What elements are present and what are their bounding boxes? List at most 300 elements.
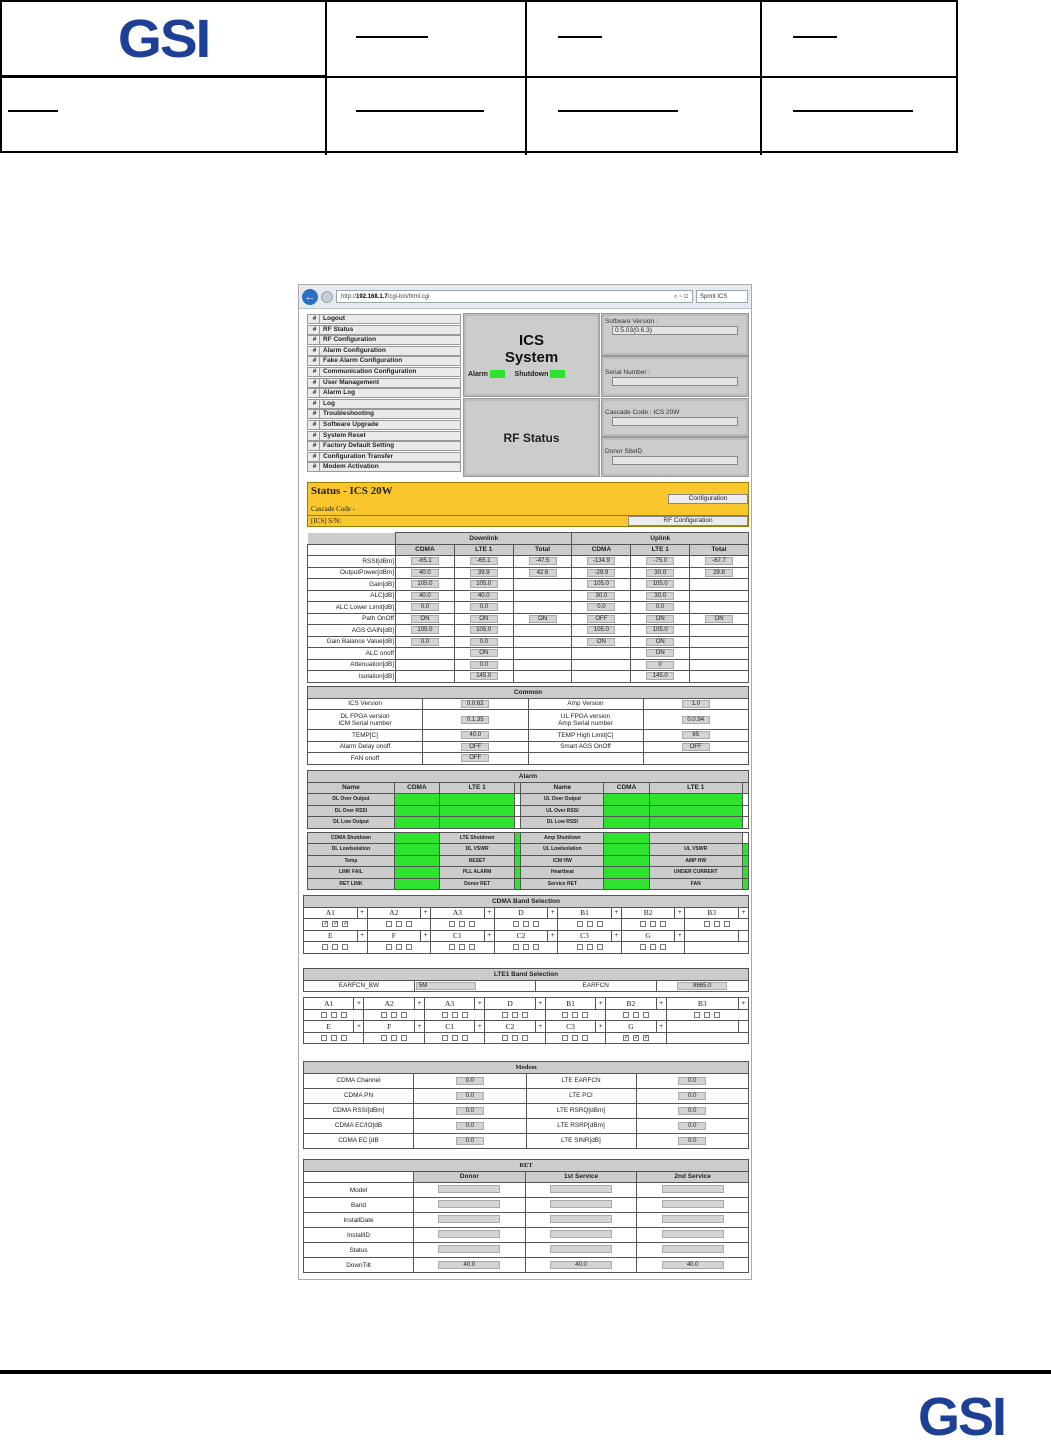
value-box[interactable]	[550, 1245, 612, 1253]
band-label: C2	[494, 930, 548, 942]
checkbox[interactable]	[714, 1012, 720, 1018]
plus-icon[interactable]: +	[596, 998, 606, 1010]
table-row	[304, 1258, 749, 1273]
cell	[690, 602, 749, 614]
checkbox-group	[494, 942, 558, 954]
table-row	[308, 710, 749, 730]
plus-icon[interactable]: +	[475, 998, 485, 1010]
value-box[interactable]: -47.5	[529, 557, 557, 565]
checkbox[interactable]	[577, 921, 583, 927]
checkbox[interactable]	[502, 1035, 508, 1041]
table-row	[308, 698, 749, 710]
checkbox[interactable]	[452, 1012, 458, 1018]
checkbox[interactable]	[513, 944, 519, 950]
cell	[525, 1183, 637, 1198]
value-box[interactable]: 30.0	[646, 569, 674, 577]
value-box[interactable]	[550, 1200, 612, 1208]
cell	[631, 590, 690, 602]
checkbox-group	[367, 919, 431, 931]
configuration-button[interactable]: Configuration	[668, 494, 748, 504]
checkbox[interactable]	[587, 944, 593, 950]
value-box[interactable]: 30.0	[646, 592, 674, 600]
plus-icon[interactable]: +	[548, 907, 558, 919]
cell	[690, 590, 749, 602]
nav-item[interactable]	[307, 346, 461, 356]
value-box[interactable]	[662, 1245, 724, 1253]
value-box[interactable]: 0	[646, 661, 674, 669]
cell	[454, 579, 513, 591]
checkbox[interactable]	[452, 1035, 458, 1041]
checkbox[interactable]	[513, 921, 519, 927]
checkbox[interactable]	[342, 944, 348, 950]
value-box[interactable]: -75.0	[646, 557, 674, 565]
column-header: LTE 1	[454, 544, 513, 556]
cell	[454, 636, 513, 648]
value-box[interactable]: ON	[529, 615, 557, 623]
checkbox[interactable]	[391, 1012, 397, 1018]
value-box[interactable]: 0.0	[411, 638, 439, 646]
value-box[interactable]: ON	[411, 615, 439, 623]
checkbox[interactable]	[650, 944, 656, 950]
checkbox[interactable]	[332, 944, 338, 950]
checkbox[interactable]	[381, 1035, 387, 1041]
hash-icon: #	[310, 463, 320, 471]
value-box[interactable]: 30.0	[587, 592, 615, 600]
cell	[631, 659, 690, 671]
checkbox[interactable]	[572, 1012, 578, 1018]
value-box[interactable]: 40.0	[438, 1261, 500, 1269]
cell	[396, 625, 455, 637]
cell	[414, 1073, 527, 1088]
plus-icon[interactable]: +	[357, 907, 367, 919]
checkbox[interactable]	[386, 921, 392, 927]
checkbox[interactable]	[623, 1012, 629, 1018]
value-box[interactable]: 40.0	[470, 592, 498, 600]
table-row	[308, 805, 749, 817]
alarm-indicator	[394, 817, 439, 829]
row-label: OutputPower[dBm]	[308, 567, 396, 579]
checkbox[interactable]: ✓	[643, 1034, 649, 1041]
value-box[interactable]	[662, 1200, 724, 1208]
nav-item[interactable]	[307, 388, 461, 398]
checkbox[interactable]	[341, 1035, 347, 1041]
value-box[interactable]	[438, 1245, 500, 1253]
checkbox[interactable]	[391, 1035, 397, 1041]
checkbox[interactable]	[523, 944, 529, 950]
value-box[interactable]: 105.0	[646, 580, 674, 588]
alarm-name: Temp	[308, 855, 395, 867]
plus-icon[interactable]: +	[484, 930, 494, 942]
nav-item[interactable]	[307, 441, 461, 451]
checkbox[interactable]	[406, 921, 412, 927]
value-box[interactable]: ON	[470, 649, 498, 657]
value-box[interactable]: ON	[705, 615, 733, 623]
rf-table-section	[307, 532, 749, 683]
nav-item[interactable]	[307, 325, 461, 335]
nav-item[interactable]	[307, 452, 461, 462]
nav-item[interactable]	[307, 367, 461, 377]
checkbox[interactable]	[587, 921, 593, 927]
value-box[interactable]: 1.0	[682, 700, 710, 708]
column-header: LTE 1	[439, 782, 514, 794]
checkbox[interactable]	[512, 1012, 518, 1018]
plus-icon[interactable]: +	[357, 930, 367, 942]
value-box[interactable]: -65.1	[470, 557, 498, 565]
plus-icon[interactable]: +	[535, 998, 545, 1010]
value-box[interactable]: 145.0	[646, 672, 674, 680]
forward-icon[interactable]	[321, 291, 333, 303]
checkbox[interactable]	[522, 1012, 528, 1018]
status-sn: [ICS] S/N:	[308, 515, 748, 526]
value-box[interactable]	[438, 1215, 500, 1223]
value-box[interactable]: ON	[646, 638, 674, 646]
cell	[423, 730, 529, 742]
checkbox[interactable]	[640, 921, 646, 927]
lte-band-section	[303, 968, 749, 1044]
checkbox[interactable]: ✓	[623, 1034, 629, 1041]
cell	[414, 1118, 527, 1133]
band-label: F	[364, 1021, 414, 1033]
cell	[631, 625, 690, 637]
checkbox[interactable]	[562, 1035, 568, 1041]
checkbox[interactable]	[396, 921, 402, 927]
plus-icon[interactable]: +	[354, 998, 364, 1010]
address-bar[interactable]: http://192.168.1.7/cgi-bin/html.cgi ⌕ ~ ⊡	[336, 290, 693, 303]
plus-icon[interactable]: +	[656, 998, 666, 1010]
plus-icon[interactable]: +	[611, 907, 621, 919]
checkbox[interactable]: ✓	[343, 921, 349, 928]
cell	[396, 567, 455, 579]
value-box[interactable]	[438, 1200, 500, 1208]
alarm-name: UNDER CURRENT	[649, 867, 742, 879]
cell	[454, 613, 513, 625]
plus-icon[interactable]: +	[421, 907, 431, 919]
alarm-name: Amp Shutdown	[521, 832, 604, 844]
checkbox[interactable]	[724, 921, 730, 927]
value-box[interactable]: 0.0	[411, 603, 439, 611]
row-label: DownTilt	[304, 1258, 414, 1273]
value-box[interactable]: 0.0	[678, 1107, 706, 1115]
value-box[interactable]: 29.8	[705, 569, 733, 577]
band-header: CDMA Band Selection	[304, 896, 749, 908]
band-checkbox-row	[304, 1009, 749, 1021]
cell	[396, 556, 455, 568]
cell	[637, 1258, 749, 1273]
checkbox-group	[431, 942, 495, 954]
value-box[interactable]: 0.0	[678, 1137, 706, 1145]
checkbox[interactable]	[597, 944, 603, 950]
plus-icon[interactable]: +	[739, 907, 749, 919]
nav-item[interactable]	[307, 314, 461, 324]
value-box[interactable]: 0.0	[456, 1137, 484, 1145]
value-box[interactable]: 0.0	[470, 661, 498, 669]
nav-item[interactable]	[307, 431, 461, 441]
cell	[454, 556, 513, 568]
cell	[636, 1118, 749, 1133]
checkbox[interactable]	[331, 1012, 337, 1018]
nav-item[interactable]	[307, 462, 461, 472]
plus-icon[interactable]: +	[656, 1021, 666, 1033]
value-box[interactable]: 145.0	[470, 672, 498, 680]
alarm-name: DL Over RSSI	[308, 805, 395, 817]
value-box[interactable]: 105.0	[587, 626, 615, 634]
checkbox[interactable]	[512, 1035, 518, 1041]
checkbox[interactable]	[459, 944, 465, 950]
plus-icon[interactable]: +	[611, 930, 621, 942]
value-box[interactable]	[662, 1230, 724, 1238]
row-label: Model	[304, 1183, 414, 1198]
value-box[interactable]: 40.0	[461, 731, 489, 739]
value-box[interactable]: 0.0	[470, 638, 498, 646]
alarm-indicator	[742, 878, 748, 890]
value-box[interactable]: 105.0	[587, 580, 615, 588]
cell	[572, 590, 631, 602]
checkbox[interactable]	[406, 944, 412, 950]
checkbox[interactable]	[341, 1012, 347, 1018]
checkbox[interactable]	[643, 1012, 649, 1018]
nav-item[interactable]	[307, 399, 461, 409]
checkbox[interactable]	[502, 1012, 508, 1018]
value-box[interactable]: -29.9	[587, 569, 615, 577]
plus-icon[interactable]: +	[675, 930, 685, 942]
cell	[513, 659, 572, 671]
checkbox[interactable]	[660, 921, 666, 927]
value-box[interactable]: 0.0	[470, 603, 498, 611]
checkbox[interactable]	[523, 921, 529, 927]
back-icon[interactable]: ←	[302, 289, 318, 305]
value-box[interactable]	[662, 1185, 724, 1193]
value-box[interactable]: 40.0	[550, 1261, 612, 1269]
checkbox[interactable]: ✓	[323, 921, 329, 928]
value-box[interactable]: OFF	[682, 743, 710, 751]
value-box[interactable]	[438, 1230, 500, 1238]
nav-item-label: Software Upgrade	[323, 420, 379, 428]
value-box[interactable]: 39.9	[470, 569, 498, 577]
value-box[interactable]: 0.0	[456, 1122, 484, 1130]
value-box[interactable]: 0.0	[678, 1077, 706, 1085]
value-box[interactable]: -65.1	[411, 557, 439, 565]
value-box[interactable]: 42.6	[529, 569, 557, 577]
row-label: ICS Version	[308, 698, 423, 710]
cell	[396, 648, 455, 660]
plus-icon[interactable]: +	[548, 930, 558, 942]
plus-icon[interactable]: +	[414, 1021, 424, 1033]
nav-item[interactable]	[307, 335, 461, 345]
alarm-indicator	[649, 794, 742, 806]
nav-item-label: Communication Configuration	[323, 367, 417, 375]
checkbox-group	[621, 942, 685, 954]
band-header: LTE1 Band Selection	[304, 969, 749, 981]
checkbox[interactable]: ✓	[633, 1034, 639, 1041]
cell	[631, 636, 690, 648]
value-box[interactable]: 0.0	[456, 1077, 484, 1085]
cell	[572, 636, 631, 648]
value-box[interactable]: -134.9	[587, 557, 615, 565]
rf-configuration-button[interactable]: RF Configuration	[628, 516, 748, 526]
cell	[414, 1258, 526, 1273]
checkbox[interactable]	[650, 921, 656, 927]
value-box[interactable]: 40.0	[411, 592, 439, 600]
value-box[interactable]: 105.0	[646, 626, 674, 634]
system-box	[464, 314, 599, 396]
checkbox[interactable]	[469, 921, 475, 927]
plus-icon[interactable]: +	[484, 907, 494, 919]
cell	[423, 753, 529, 765]
checkbox[interactable]	[582, 1012, 588, 1018]
checkbox[interactable]	[462, 1012, 468, 1018]
value-box[interactable]: 0.0.94	[682, 716, 710, 724]
value-box[interactable]: 105.0	[411, 626, 439, 634]
value-box[interactable]: 0.1.35	[461, 716, 489, 724]
cell	[513, 625, 572, 637]
alarm-name: DL Over Output	[308, 794, 395, 806]
checkbox[interactable]	[401, 1012, 407, 1018]
value-box[interactable]: OFF	[461, 754, 489, 762]
value-box[interactable]: 40.0	[411, 569, 439, 577]
value-box[interactable]: ON	[646, 649, 674, 657]
checkbox[interactable]	[597, 921, 603, 927]
alarm-name: DL Low RSSI	[521, 817, 604, 829]
plus-icon[interactable]: +	[675, 907, 685, 919]
cell	[396, 613, 455, 625]
checkbox[interactable]	[469, 944, 475, 950]
cell	[513, 579, 572, 591]
earfcn-bw-label: EARFCN_BW	[304, 980, 415, 992]
checkbox[interactable]	[442, 1012, 448, 1018]
sw-label: Software Version :	[605, 318, 658, 325]
checkbox[interactable]	[640, 944, 646, 950]
checkbox[interactable]	[694, 1012, 700, 1018]
checkbox[interactable]	[331, 1035, 337, 1041]
common-section	[307, 686, 749, 765]
value-box[interactable]: 0.0	[456, 1092, 484, 1100]
plus-icon[interactable]: +	[739, 998, 749, 1010]
value-box[interactable]: 105.0	[470, 580, 498, 588]
checkbox[interactable]	[704, 921, 710, 927]
cell	[637, 1243, 749, 1258]
table-row	[308, 794, 749, 806]
value-box[interactable]: ON	[470, 615, 498, 623]
shutdown-indicator	[550, 370, 565, 378]
value-box[interactable]: 0.0	[678, 1122, 706, 1130]
value-box[interactable]: 0.0	[646, 603, 674, 611]
plus-icon[interactable]: +	[414, 998, 424, 1010]
cell	[742, 805, 748, 817]
header-field-line	[558, 36, 602, 38]
plus-icon[interactable]: +	[354, 1021, 364, 1033]
value-box[interactable]	[438, 1185, 500, 1193]
value-box[interactable]: -67.7	[705, 557, 733, 565]
rf-status-title: RF Status	[503, 431, 560, 445]
cascade-value	[612, 417, 738, 426]
value-box[interactable]: ON	[587, 638, 615, 646]
checkbox[interactable]	[462, 1035, 468, 1041]
band-label: A2	[367, 907, 421, 919]
checkbox[interactable]	[714, 921, 720, 927]
checkbox[interactable]	[533, 944, 539, 950]
checkbox[interactable]	[401, 1035, 407, 1041]
row-label: DL FPGA version ICM Serial number	[308, 710, 423, 730]
checkbox[interactable]	[322, 944, 328, 950]
value-box[interactable]: 0.0.62	[461, 700, 489, 708]
checkbox[interactable]	[449, 921, 455, 927]
checkbox[interactable]	[321, 1012, 327, 1018]
cell	[454, 567, 513, 579]
plus-icon[interactable]: +	[421, 930, 431, 942]
value-box[interactable]: 0.0	[678, 1092, 706, 1100]
checkbox[interactable]	[533, 921, 539, 927]
value-box[interactable]: 40.0	[662, 1261, 724, 1269]
hash-icon: #	[310, 379, 320, 387]
plus-icon[interactable]: +	[475, 1021, 485, 1033]
cell	[414, 1133, 527, 1148]
nav-item[interactable]	[307, 409, 461, 419]
value-box[interactable]	[550, 1185, 612, 1193]
checkbox[interactable]	[321, 1035, 327, 1041]
value-box[interactable]: OFF	[461, 743, 489, 751]
checkbox[interactable]	[449, 944, 455, 950]
checkbox[interactable]	[442, 1035, 448, 1041]
earfcn-bw-input[interactable]: 5M	[416, 982, 476, 990]
cell	[572, 671, 631, 683]
gsi-logo: GSI	[117, 8, 210, 69]
value-box[interactable]: 85	[682, 731, 710, 739]
value-box[interactable]	[662, 1215, 724, 1223]
checkbox[interactable]	[660, 944, 666, 950]
plus-icon[interactable]: +	[535, 1021, 545, 1033]
checkbox[interactable]	[396, 944, 402, 950]
nav-item-label: Factory Default Setting	[323, 442, 395, 450]
value-box[interactable]	[550, 1230, 612, 1238]
value-box[interactable]: 105.0	[470, 626, 498, 634]
nav-item[interactable]	[307, 420, 461, 430]
row-label: LTE RSRQ[dBm]	[526, 1103, 636, 1118]
checkbox[interactable]	[577, 944, 583, 950]
band-label: B3	[666, 998, 738, 1010]
checkbox[interactable]	[562, 1012, 568, 1018]
checkbox[interactable]	[459, 921, 465, 927]
cell	[637, 1213, 749, 1228]
checkbox[interactable]	[633, 1012, 639, 1018]
checkbox[interactable]	[381, 1012, 387, 1018]
browser-tab[interactable]: Sprint ICS	[696, 290, 748, 303]
checkbox[interactable]	[582, 1035, 588, 1041]
checkbox[interactable]	[572, 1035, 578, 1041]
checkbox-group	[545, 1009, 605, 1021]
plus-icon[interactable]: +	[596, 1021, 606, 1033]
cell	[396, 579, 455, 591]
alarm-name: UL Over RSSI	[521, 805, 604, 817]
value-box[interactable]: ON	[646, 615, 674, 623]
earfcn-input[interactable]: 8665.0	[677, 982, 727, 990]
checkbox[interactable]: ✓	[333, 921, 339, 928]
checkbox[interactable]	[704, 1012, 710, 1018]
checkbox[interactable]	[522, 1035, 528, 1041]
nav-item[interactable]	[307, 356, 461, 366]
table-row	[304, 1228, 749, 1243]
alarm-name: UL VSWR	[649, 844, 742, 856]
value-box[interactable]: OFF	[587, 615, 615, 623]
value-box[interactable]: 0.0	[587, 603, 615, 611]
band-label-row	[304, 1021, 749, 1033]
nav-item[interactable]	[307, 378, 461, 388]
value-box[interactable]	[550, 1215, 612, 1223]
checkbox[interactable]	[386, 944, 392, 950]
value-box[interactable]: 105.0	[411, 580, 439, 588]
row-label: Attenuation[dB]	[308, 659, 396, 671]
hash-icon: #	[310, 410, 320, 418]
value-box[interactable]: 0.0	[456, 1107, 484, 1115]
